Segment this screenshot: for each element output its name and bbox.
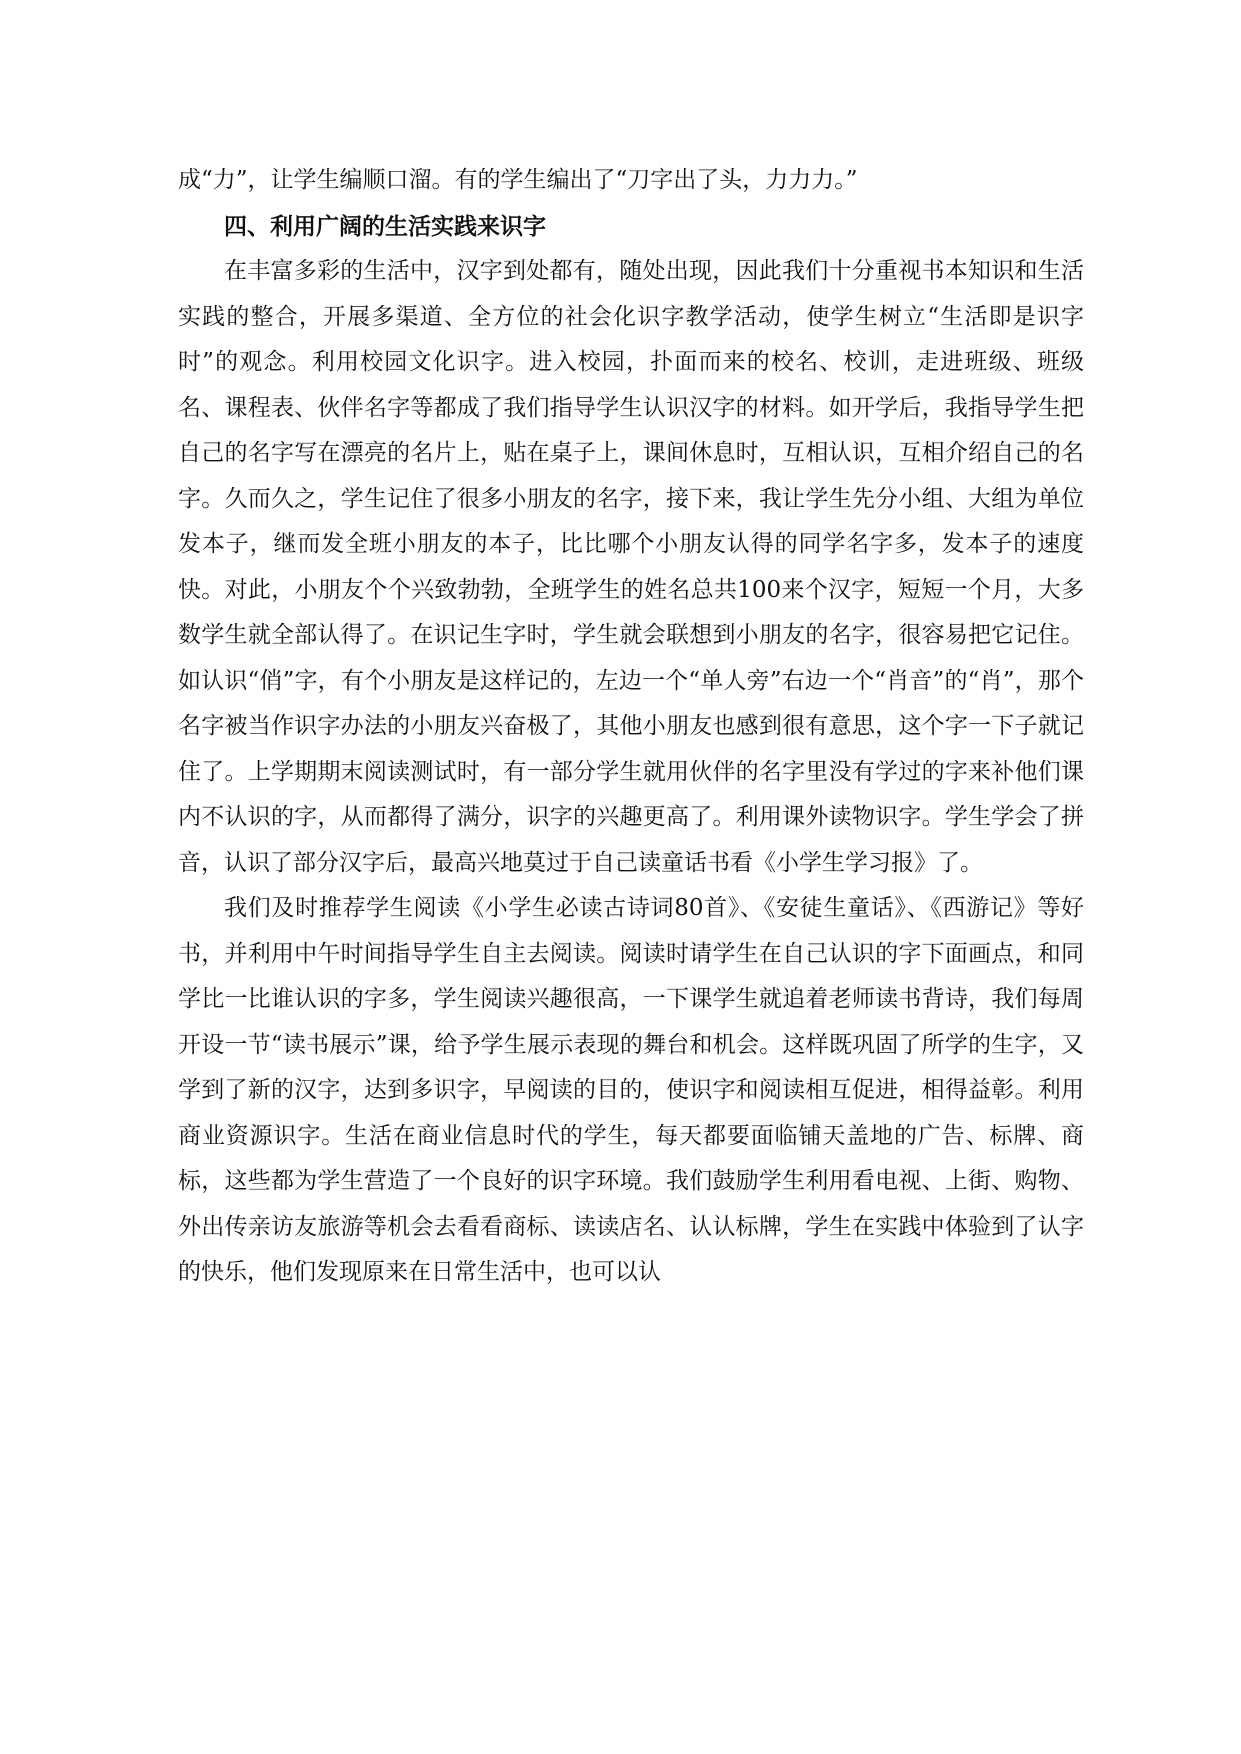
document-page [178, 158, 1084, 1296]
paragraph-body: 在丰富多彩的生活中，汉字到处都有，随处出现，因此我们十分重视书本知识和生活实践的整合，开展多渠道、全方位的社会化识字教学活动，使学生树立“生活即是识字时”的观念。利用校园文化识字。进入校园，扑面而来的校名、校训，走进班级、班级名、课程表、伙伴名字等都成了我们指导学生认识汉字的材料。如开学后，我指导学生把自己的名字写在漂亮的名片上，贴在桌子上，课间休息时，互相认识，互相介绍自己的名字。久而久之，学生记住了很多小朋友的名字，接下来，我让学生先分小组、大组为单位发本子，继而发全班小朋友的本子，比比哪个小朋友认得的同学名字多，发本子的速度快。对此，小朋友个个兴致勃勃，全班学生的姓名总共100来个汉字，短短一个月，大多数学生就全部认得了。在识记生字时，学生就会联想到小朋友的名字，很容易把它记住。如认识“俏”字，有个小朋友是这样记的，左边一个“单人旁”右边一个“肖音”的“肖”，那个名字被当作识字办法的小朋友兴奋极了，其他小朋友也感到很有意思，这个字一下子就记住了。上学期期末阅读测试时，有一部分学生就用伙伴的名字里没有学过的字来补他们课内不认识的字，从而都得了满分，识字的兴趣更高了。利用课外读物识字。学生学会了拼音，认识了部分汉字后，最高兴地莫过于自己读童话书看《小学生学习报》了。 [178, 258, 1084, 876]
paragraph-body: 我们及时推荐学生阅读《小学生必读古诗词80首》、《安徒生童话》、《西游记》等好书，并利用中午时间指导学生自主去阅读。阅读时请学生在自己认识的字下面画点，和同学比一比谁认识的字多，学生阅读兴趣很高，一下课学生就追着老师读书背诗，我们每周开设一节“读书展示”课，给予学生展示表现的舞台和机会。这样既巩固了所学的生字，又学到了新的汉字，达到多识字，早阅读的目的，使识字和阅读相互促进，相得益彰。利用商业资源识字。生活在商业信息时代的学生，每天都要面临铺天盖地的广告、标牌、商标，这些都为学生营造了一个良好的识字环境。我们鼓励学生利用看电视、上街、购物、外出传亲访友旅游等机会去看看商标、读读店名、认认标牌，学生在实践中体验到了认字的快乐，他们发现原来在日常生活中，也可以认 [178, 895, 1084, 1285]
paragraph-continuation: 成“力”，让学生编顺口溜。有的学生编出了“刀字出了头，力力力。” [178, 167, 858, 193]
section-heading: 四、利用广阔的生活实践来识字 [224, 212, 546, 240]
